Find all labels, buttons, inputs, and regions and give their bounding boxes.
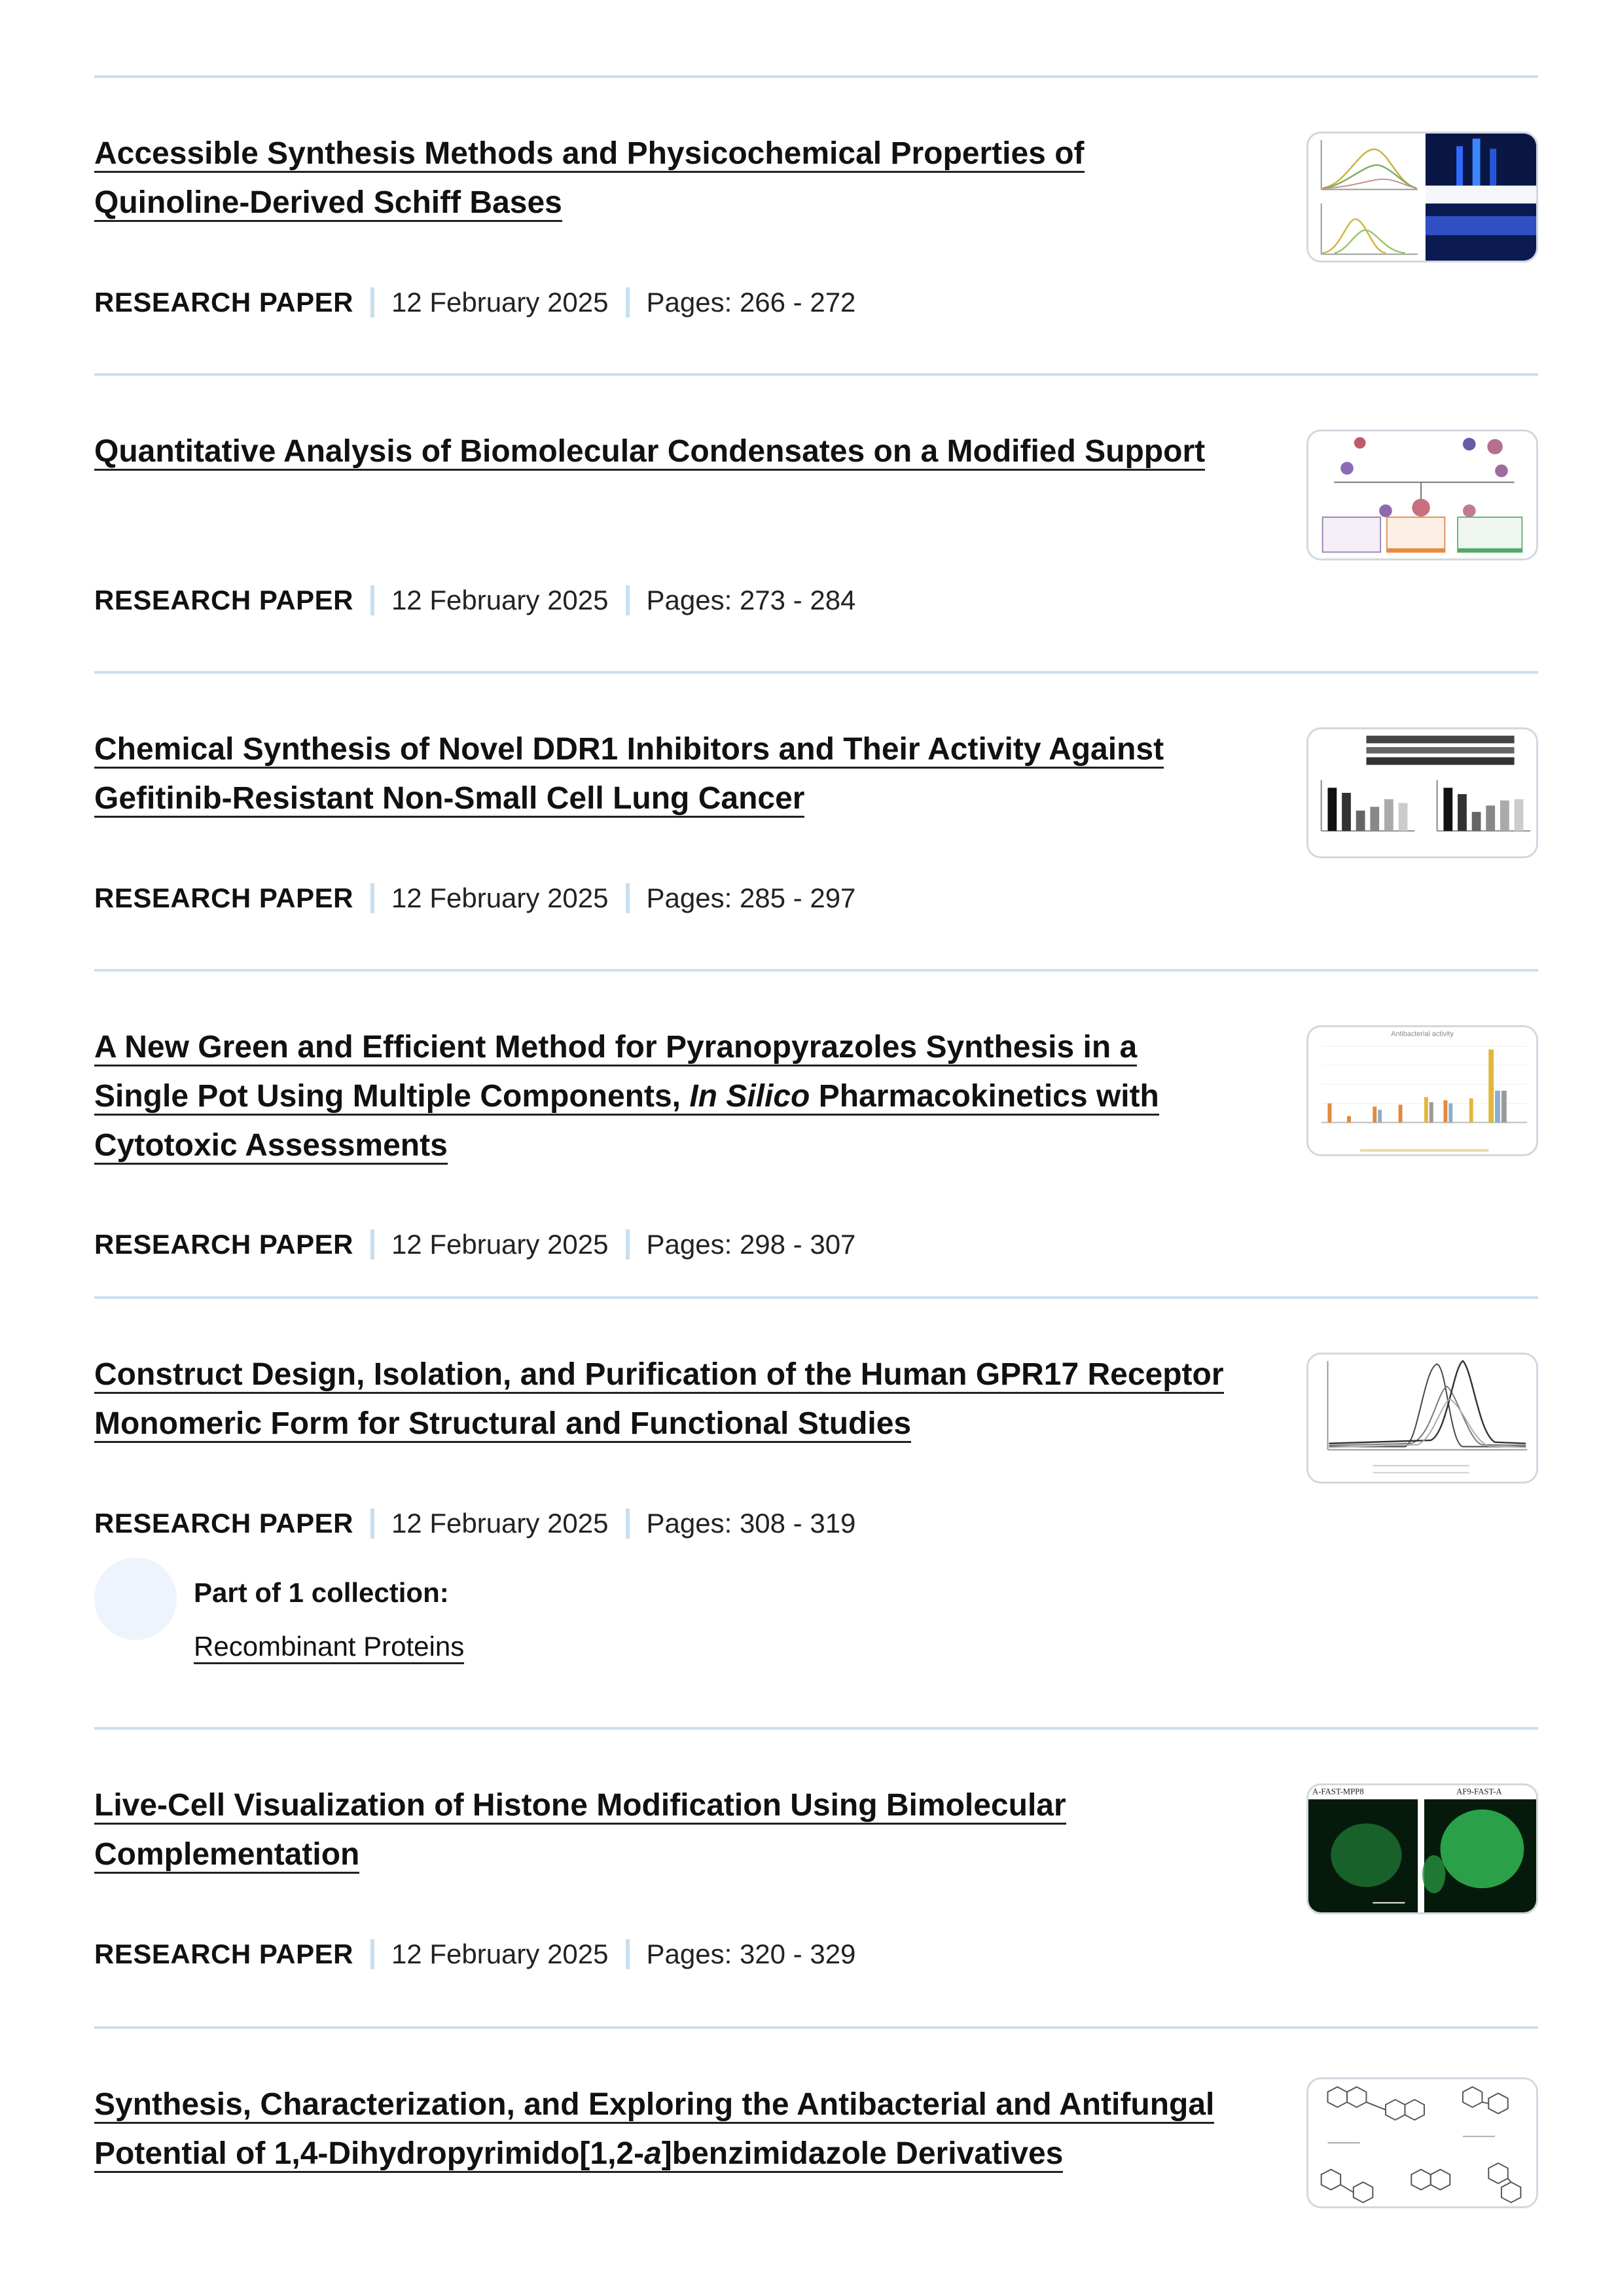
article-meta xyxy=(94,1228,855,1261)
article-pages: Pages: 285 - 297 xyxy=(646,883,856,913)
meta-separator xyxy=(370,585,374,615)
meta-separator xyxy=(370,287,374,318)
article-pages: Pages: 320 - 329 xyxy=(646,1939,856,1969)
meta-separator xyxy=(370,1508,374,1539)
article-thumbnail[interactable] xyxy=(1306,1783,1538,1914)
meta-separator xyxy=(626,1508,630,1539)
article-pages: Pages: 273 - 284 xyxy=(646,585,856,615)
title-text: A New Green and Efficient Method for Pyranopyrazoles Synthesis in a Single Pot Using Multiple Components, xyxy=(94,1030,1138,1114)
article-item xyxy=(94,1296,1538,1662)
meta-separator xyxy=(626,287,630,318)
meta-separator xyxy=(626,1230,630,1260)
article-type: RESEARCH PAPER xyxy=(94,1939,353,1969)
article-title-link[interactable]: Accessible Synthesis Methods and Physicochemical Properties of Quinoline-Derived Schiff Bases xyxy=(94,136,1085,222)
article-type: RESEARCH PAPER xyxy=(94,585,353,615)
article-title xyxy=(94,2080,1233,2178)
article-meta xyxy=(94,1507,855,1540)
article-date: 12 February 2025 xyxy=(391,1939,609,1969)
article-thumbnail[interactable] xyxy=(1306,429,1538,560)
workflow-schematic-figure xyxy=(1308,431,1536,558)
article-item xyxy=(94,2026,1538,2171)
article-date: 12 February 2025 xyxy=(391,585,609,615)
antibacterial-bar-chart-figure xyxy=(1308,1027,1536,1154)
article-item xyxy=(94,1727,1538,1969)
article-pages: Pages: 308 - 319 xyxy=(646,1508,856,1539)
collection-icon xyxy=(94,1558,177,1640)
micrograph-label: AF9-FAST-A xyxy=(1456,1787,1502,1796)
article-meta xyxy=(94,1938,855,1971)
title-italic-text: In Silico xyxy=(689,1079,810,1114)
article-meta xyxy=(94,286,855,319)
article-thumbnail[interactable] xyxy=(1306,1025,1538,1156)
article-meta xyxy=(94,584,855,617)
article-thumbnail[interactable] xyxy=(1306,1353,1538,1484)
meta-separator xyxy=(370,1939,374,1969)
article-title-link[interactable]: Quantitative Analysis of Biomolecular Condensates on a Modified Support xyxy=(94,434,1205,471)
meta-separator xyxy=(370,1230,374,1260)
article-title-link[interactable] xyxy=(94,2087,1214,2173)
article-title xyxy=(94,427,1233,476)
article-thumbnail[interactable] xyxy=(1306,2077,1538,2208)
article-type: RESEARCH PAPER xyxy=(94,1508,353,1539)
article-title xyxy=(94,1023,1233,1170)
chromatography-curves-figure xyxy=(1308,1355,1536,1482)
article-meta xyxy=(94,882,855,915)
article-title xyxy=(94,1781,1233,1879)
article-title-link[interactable]: Construct Design, Isolation, and Purification of the Human GPR17 Receptor Monomeric Form for Structural and Functional Studies xyxy=(94,1357,1224,1443)
article-item xyxy=(94,671,1538,913)
collection-link[interactable]: Recombinant Proteins xyxy=(194,1631,464,1664)
article-date: 12 February 2025 xyxy=(391,1229,609,1260)
article-pages: Pages: 266 - 272 xyxy=(646,287,856,318)
chemical-structures-figure xyxy=(1308,2079,1536,2206)
meta-separator xyxy=(626,1939,630,1969)
article-date: 12 February 2025 xyxy=(391,883,609,913)
article-type: RESEARCH PAPER xyxy=(94,883,353,913)
title-text: Pharmacokinetics with Cytotoxic Assessments xyxy=(94,1079,1159,1163)
title-text: ]benzimidazole Derivatives xyxy=(661,2136,1064,2171)
spectra-and-fluorescence-figure xyxy=(1308,134,1536,261)
thumbnail-caption: Antibacterial activity xyxy=(1391,1030,1454,1038)
article-date: 12 February 2025 xyxy=(391,1508,609,1539)
article-item xyxy=(94,75,1538,318)
article-thumbnail[interactable] xyxy=(1306,132,1538,263)
fluorescent-nuclei-micrograph xyxy=(1308,1785,1536,1912)
article-date: 12 February 2025 xyxy=(391,287,609,318)
article-title xyxy=(94,1350,1233,1448)
article-title xyxy=(94,725,1233,823)
meta-separator xyxy=(626,585,630,615)
collection-label: Part of 1 collection: xyxy=(194,1577,449,1608)
article-item xyxy=(94,373,1538,615)
article-title-link[interactable] xyxy=(94,1030,1159,1165)
meta-separator xyxy=(626,883,630,913)
article-thumbnail[interactable] xyxy=(1306,727,1538,858)
article-type: RESEARCH PAPER xyxy=(94,287,353,318)
article-pages: Pages: 298 - 307 xyxy=(646,1229,856,1260)
western-blot-bar-chart-figure xyxy=(1308,729,1536,856)
article-type: RESEARCH PAPER xyxy=(94,1229,353,1260)
article-item xyxy=(94,969,1538,1260)
title-text: Synthesis, Characterization, and Exploring the Antibacterial and Antifungal Potential of 1,4-Dihydropyrimido[1,2- xyxy=(94,2087,1215,2171)
meta-separator xyxy=(370,883,374,913)
micrograph-label: A-FAST-MPP8 xyxy=(1312,1787,1364,1796)
article-title-link[interactable]: Chemical Synthesis of Novel DDR1 Inhibitors and Their Activity Against Gefitinib-Resistant Non-Small Cell Lung Cancer xyxy=(94,732,1164,818)
article-title xyxy=(94,129,1233,227)
article-title-link[interactable]: Live-Cell Visualization of Histone Modification Using Bimolecular Complementation xyxy=(94,1788,1066,1874)
title-italic-text: a xyxy=(644,2136,662,2171)
